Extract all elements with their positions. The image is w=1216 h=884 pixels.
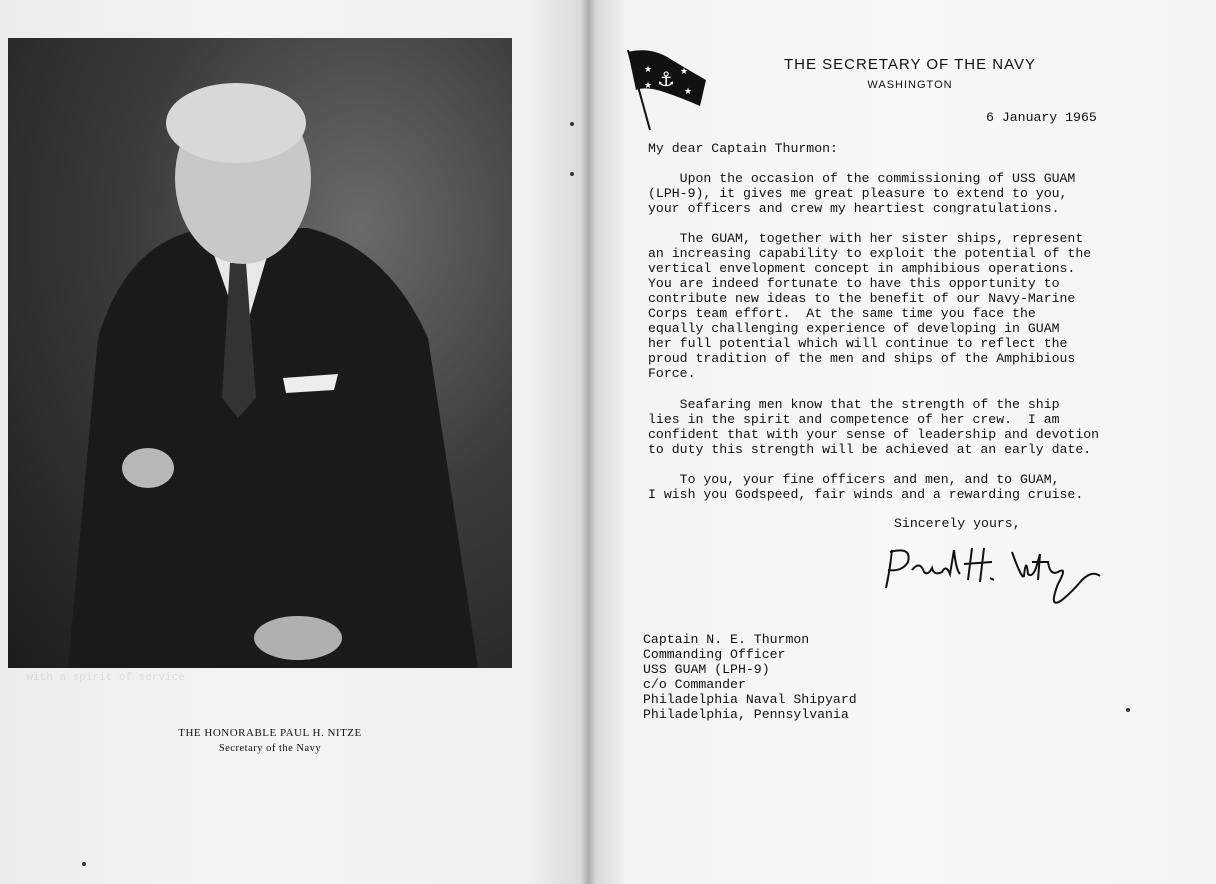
portrait-caption-title: Secretary of the Navy: [218, 743, 322, 754]
left-page: [0, 0, 588, 884]
svg-text:★: ★: [644, 65, 653, 75]
svg-text:★: ★: [680, 67, 689, 77]
bleed-through-text: with a spirit of service: [0, 672, 185, 684]
letter-paragraph: Upon the occasion of the commissioning of USS GUAM (LPH-9), it gives me great pleasure to extend to you, your officers and crew my heartiest congratulations.: [648, 171, 1076, 216]
letter-salutation: My dear Captain Thurmon:: [648, 141, 838, 156]
svg-text:⚓: ⚓: [657, 67, 675, 91]
scan-mark: [570, 172, 574, 176]
navy-flag-icon: [622, 46, 712, 132]
scan-mark: [82, 862, 86, 866]
recipient-address: Captain N. E. Thurmon Commanding Officer USS GUAM (LPH-9) c/o Commander Philadelphia Naval Shipyard Philadelphia, Pennsylvania: [643, 632, 857, 722]
svg-text:★: ★: [644, 81, 653, 91]
handwritten-signature: [872, 540, 1122, 620]
letterhead-subtitle: WASHINGTON: [867, 79, 953, 91]
book-spine: [580, 0, 596, 884]
letter-paragraph: Seafaring men know that the strength of the ship lies in the spirit and competence of her crew. I am confident that with your sense of leadership and devotion to duty this strength will be achieved at an early date.: [648, 397, 1100, 457]
letter-closing: Sincerely yours,: [894, 516, 1021, 531]
scan-mark: [1126, 708, 1130, 712]
portrait-illustration: [8, 38, 512, 668]
scan-mark: [570, 122, 574, 126]
portrait-photo: [8, 38, 512, 668]
letter-date: 6 January 1965: [986, 110, 1097, 125]
letter-paragraph: The GUAM, together with her sister ships, represent an increasing capability to exploit the potential of the vertical envelopment concept in amphibious operations. You are indeed fortunate to have this opportunity to contribute new ideas to the benefit of our Navy-Marine Corps team effort. At the same time you face the equally challenging experience of developing in GUAM her full potential which will continue to reflect the proud tradition of the men and ships of the Amphibious Force.: [648, 231, 1092, 381]
letter-paragraph: To you, your fine officers and men, and to GUAM, I wish you Godspeed, fair winds and a rewarding cruise.: [648, 472, 1084, 502]
svg-text:★: ★: [684, 87, 693, 97]
portrait-caption-name: THE HONORABLE PAUL H. NITZE: [178, 727, 362, 739]
letterhead-title: THE SECRETARY OF THE NAVY: [784, 56, 1036, 73]
